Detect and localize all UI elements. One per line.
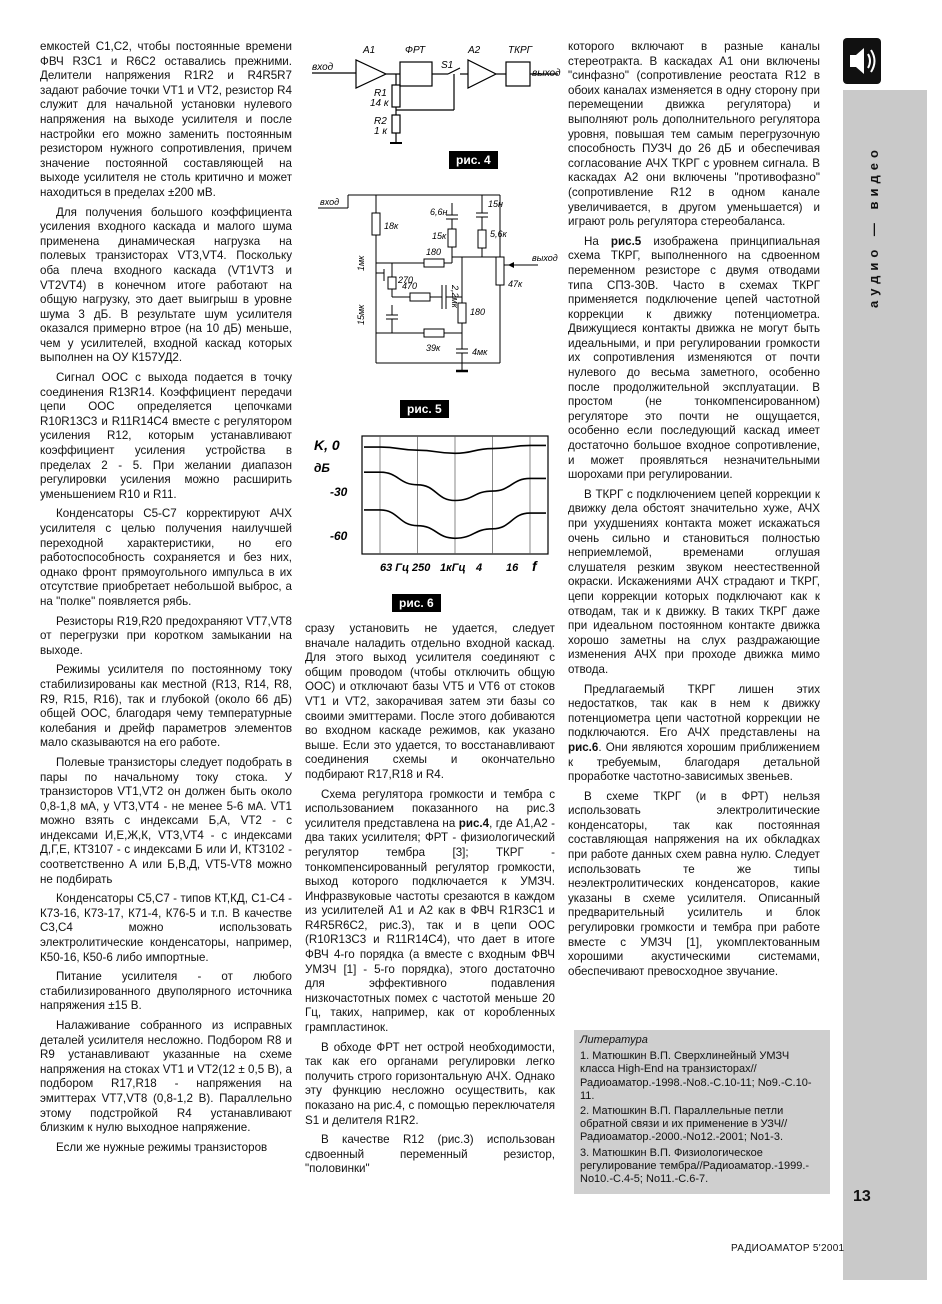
chart-y-unit: дБ xyxy=(314,461,330,475)
amplifier-a2-symbol xyxy=(468,60,496,88)
paragraph: Для получения большого коэффициента усиления входного каскада и малого шума применена динамическая нагрузка на полевых транзисторах VT3,VT4. Поскольку оба плеча входного каскада (VT1VT3 и VT2VT4) в конечном итоге работают на общую нагрузку, это дает выигрыш в уровне шума 3 дБ. В результате шум усилителя оказался примерно втрое (на 10 дБ) меньше, чем у усилителей, входной каскад которых выполнен на ОУ К157УД2. xyxy=(40,205,292,365)
figure-reference: рис.5 xyxy=(610,234,642,248)
fig4-label-s1: S1 xyxy=(441,60,454,71)
text-column-1 xyxy=(40,40,292,1160)
potentiometer-47k xyxy=(496,257,504,285)
fig5-label-c15mk: 15мк xyxy=(356,304,366,325)
fig4-label-in: вход xyxy=(312,62,334,73)
fig4-label-tkrg: ТКРГ xyxy=(508,45,533,56)
paragraph: емкостей С1,С2, чтобы постоянные времени ФВЧ R3C1 и R6C2 оставались прежними. Делители напряжения R1R2 и R4R5R7 задают рабочие точки VT1 и VT2, резистор R4 служит для начальной установки нулевого напряжения на выходе усилителя и после настройки его можно заменить постоянным резистором нужного сопротивления, причем значение постоянной составляющей на выходе усилителя не столь критично и может находиться в пределах ±200 мВ. xyxy=(40,40,292,199)
paragraph: В качестве R12 (рис.3) использован сдвоенный переменный резистор, "половинки" xyxy=(305,1133,555,1176)
literature-item: 1. Матюшкин В.П. Сверхлинейный УМЗЧ класса High-End на транзисторах//Радиоаматор.-1998.-No8.-С.10-11; No9.-С.10-11. xyxy=(580,1050,812,1102)
chart-x-tick: 1кГц xyxy=(440,562,466,574)
fig5-label-r15k: 15к xyxy=(432,231,447,241)
chart-y-tick: -30 xyxy=(330,485,348,499)
fig4-label-out: выход xyxy=(532,68,561,79)
chart-x-tick: 16 xyxy=(506,562,519,574)
amplifier-a1-symbol xyxy=(356,60,386,88)
fig5-label-c4mk: 4мк xyxy=(472,347,488,357)
fig5-label-r470: 470 xyxy=(402,281,418,291)
paragraph: Питание усилителя - от любого стабилизированного двуполярного источника напряжения ±15 В. xyxy=(40,970,292,1013)
figure-5-caption: рис. 5 xyxy=(400,400,449,418)
paragraph: Полевые транзисторы следует подобрать в пары по начальному току стока. У транзисторов VT1,VT2 он должен быть около 0,8-1,8 мА, у VT3,VT4 - не менее 5-6 мА. VT1 можно взять с индексами Б,А, VT2 - с индексами И,Е,Ж,К, VT3,VT4 - с индексами Д,Г,Е, КТ3107 - с индексами Б или И, КТ3102 - соответственно А или Б,В,Д, VT5-VT8 можно не подбирать xyxy=(40,755,292,886)
fig4-label-r2-value: 1 к xyxy=(374,126,388,137)
paragraph: Режимы усилителя по постоянному току стабилизированы как местной (R13, R14, R8, R9, R15, R16), так и глубокой (около 66 дБ) общей ООС, благодаря чему температурные колебания и дрейф параметров элементов мало сказываются на его работе. xyxy=(40,663,292,750)
paragraph: Конденсаторы С5,С7 - типов КТ,КД, С1-С4 - К73-16, К73-17, К71-4, К76-5 и т.п. В качестве С3,С4 можно использовать электролитические конденсаторы, например, К50-16, К50-6 либо импортные. xyxy=(40,892,292,964)
paragraph: В схеме ТКРГ (и в ФРТ) нельзя использовать электролитические конденсаторы, так как постоянная составляющая напряжения на их обкладках при работе данных схем равна нулю. Следует использовать те же типы неэлектролитических конденсаторов, какие указаны в схеме усилителя. Описанный предварительный усилитель и блок регулировки громкости и тембра при работе вместе с УМЗЧ [1], укомплектованным хорошими акустическими системами, обеспечивают превосходное звучание. xyxy=(568,789,820,978)
paragraph: В обходе ФРТ нет острой необходимости, так как его органами регулировки легко получить строго горизонтальную АЧХ. Однако эту функцию несложно осуществить, как показано на рис.4, с помощью переключателя S1 и делителя R1R2. xyxy=(305,1040,555,1127)
fig5-label-r18k: 18к xyxy=(384,221,399,231)
chart-x-tick: 63 Гц xyxy=(380,562,410,574)
fig5-label-c6n: 6,6н xyxy=(430,207,448,217)
speaker-icon xyxy=(843,38,881,84)
text-column-2 xyxy=(305,622,555,1182)
paragraph: Резисторы R19,R20 предохраняют VT7,VT8 от перегрузки при коротком замыкании на выходе. xyxy=(40,614,292,657)
tkrg-block xyxy=(506,62,530,86)
fig5-label-c1mk: 1мк xyxy=(356,255,366,271)
section-sidebar xyxy=(843,90,927,1280)
fig5-label-in: вход xyxy=(320,197,340,207)
literature-item: 3. Матюшкин В.П. Физиологическое регулирование тембра//Радиоаматор.-1999.-No10.-С.4-5; No11.-С.6-7. xyxy=(580,1146,810,1186)
fig4-label-frt: ФРТ xyxy=(405,45,426,56)
figure-4-caption: рис. 4 xyxy=(449,151,498,169)
literature-item: 2. Матюшкин В.П. Параллельные петли обратной связи и их применение в УЗЧ//Радиоаматор.-2000.-No12.-2001; No1-3. xyxy=(580,1105,788,1144)
literature-box xyxy=(574,1030,830,1194)
fig5-label-c22mk: 2,2мк xyxy=(450,285,460,308)
page-number: 13 xyxy=(853,1188,871,1205)
footer-journal-issue: РАДИОАМАТОР 5'2001 xyxy=(731,1243,845,1254)
chart-y-label-top: K, 0 xyxy=(314,437,340,453)
fig5-label-r180a: 180 xyxy=(426,247,442,257)
section-label xyxy=(864,130,884,310)
paragraph: сразу установить не удается, следует вначале наладить отдельно входной каскад. Для этого выход усилителя соединяют с общим проводом (чтобы отключить общую ООС) и отключают базы VT5 и VT6 от стоков VT1 и VT2, закорачивая затем эти базы со своими эмиттерами. После этого добиваются во входном каскаде режимов, как указано выше. Если это удается, то восстанавливают соединения схемы и окончательно подбирают R17,R18 и R4. xyxy=(305,622,555,781)
fig5-label-out: выход xyxy=(532,253,558,263)
figure-5-schematic xyxy=(312,185,567,385)
chart-x-label: f xyxy=(532,558,537,574)
paragraph: Если же нужные режимы транзисторов xyxy=(56,1140,268,1154)
paragraph: Налаживание собранного из исправных деталей усилителя несложно. Подбором R8 и R9 устанавливают указанные на схеме напряжения на стоках VT1 и VT2(12 ± 0,5 В), а подбором R17,R18 - напряжения на эмиттерах VT7,VT8 (0,8-1,2 В). Параллельно этому подстройкой R4 устанавливают близким к нулю выходное напряжение. xyxy=(40,1019,292,1135)
fig5-label-r47k: 47к xyxy=(508,279,523,289)
text-column-3 xyxy=(568,40,820,984)
fig4-label-a1: А1 xyxy=(363,45,376,56)
fig4-label-a2: А2 xyxy=(468,45,481,56)
svg-text:аудио — видео: аудио — видео xyxy=(866,145,881,308)
chart-x-tick: 4 xyxy=(476,562,483,574)
figure-4-block-diagram xyxy=(308,40,563,150)
figure-reference: рис.4 xyxy=(458,816,490,830)
paragraph: Конденсаторы С5-С7 корректируют АЧХ усилителя с целью получения наилучшей переходной характеристики, но его работоспособность сохраняется и без них, однако фронт прямоугольного импульса в их отсутствие приобретает небольшой выброс, а на "полке" появляется рябь. xyxy=(40,507,292,608)
paragraph: которого включают в разные каналы стереотракта. В каскадах А1 они включены "синфазно" (сопротивление реостата R12 в обоих каналах изменяется в одну сторону при перемещении движка регулятора) и выполняют роль дополнительного регулятора уровня, повышая тем самым перегрузочную способность ПУЗЧ до 26 дБ и обеспечивая согласование АЧХ ТКРГ с уровнем сигнала. В каскадах А2 они включены "противофазно" (сопротивление R12 в одном канале увеличивается, в другом уменьшается) и играют роль регулятора стереобаланса. xyxy=(568,40,820,229)
fig5-label-r180b: 180 xyxy=(470,307,486,317)
paragraph: На рис.5 изображена принципиальная схема ТКРГ, выполненного на сдвоенном переменном резисторе с двумя отводами типа СПЗ-30В. Часто в схемах ТКРГ применяется подключение цепей частотной коррекции к движку потенциометра. Движущиеся контакты движка не могут быть идеальными, и при регулировании громкости их сопротивления изменяются от почти нулевого до весьма заметного, особенно после продолжительной эксплуатации. В простом (не тонкомпенсированном) регуляторе это почти не ощущается, особенно если последующий каскад имеет достаточно большое входное сопротивление, и может проявляться незначительными шорохами при регулировании. xyxy=(568,234,820,482)
paragraph: Сигнал ООС с выхода подается в точку соединения R13R14. Коэффициент передачи цепи ООС определяется цепочками R10R13C3 и R11R14C4 вместе с регулятором усиления R12, которым устанавливают коэффициент усиления устройства в пределах 2 - 5. При желании диапазон регулировки усиления можно расширить уменьшением R10 и R11. xyxy=(40,371,292,501)
fig5-label-r56k: 5,6к xyxy=(490,229,507,239)
figure-6-chart xyxy=(310,428,560,588)
fig4-label-r1-value: 14 к xyxy=(370,98,389,109)
paragraph: Предлагаемый ТКРГ лишен этих недостатков, так как в нем к движку потенциометра цепи частотной коррекции не подключаются. Его АЧХ представлены на рис.6. Они являются хорошим приближением к требуемым, благодаря детальной проработке частотно-зависимых звеньев. xyxy=(568,682,820,784)
fig4-label-r2: R2 xyxy=(374,116,387,127)
paragraph: В ТКРГ с подключением цепей коррекции к движку дела обстоят значительно хуже, АЧХ при ухудшениях контакта может искажаться очень сильно и становиться полностью неприемлемой, временами оглушая слушателя резким звуком неестественной окраски. Искажениями АЧХ страдают и ТКРГ, цепи коррекции которых подключают как к отводам, так и к движку. В таких ТКРГ даже при идеальном постоянном контакте движка хорошо заметны на слух раздражающие изменения АЧХ при проходе движка мимо отвода. xyxy=(568,487,820,676)
paragraph: Схема регулятора громкости и тембра с использованием показанного на рис.3 усилителя представлена на рис.4, где А1,А2 - два таких усилителя; ФРТ - физиологический регулятор тембра [3]; ТКРГ - тонкомпенсированный регулятор громкости, выход которого подключается к УМЗЧ. Инфразвуковые частоты срезаются в каждом из усилителей А1 и А2 как в ФВЧ R1R3C1 и R4R5R6C2, рис.3), так и в цепи ООС (R10R13C3 и R11R14C4), что дает в итоге ФВЧ 4-го порядка (а вместе с входным ФВЧ УМЗЧ [1] - 5-го порядка), этого достаточно для эффективного подавления низкочастотных помех с частотой меньше 20 Гц, таких, например, как от коробленных грампластинок. xyxy=(305,787,555,1035)
fig5-label-r39k: 39к xyxy=(426,343,441,353)
chart-x-tick: 250 xyxy=(412,562,431,574)
frt-block xyxy=(400,62,432,86)
fig4-label-r1: R1 xyxy=(374,88,387,99)
figure-reference: рис.6 xyxy=(568,740,599,754)
chart-y-tick: -60 xyxy=(330,529,348,543)
literature-title: Литература xyxy=(580,1034,648,1046)
fig5-label-r270: 270 xyxy=(398,275,414,285)
figure-6-caption: рис. 6 xyxy=(392,594,441,612)
fig5-label-c15n: 15н xyxy=(488,199,503,209)
